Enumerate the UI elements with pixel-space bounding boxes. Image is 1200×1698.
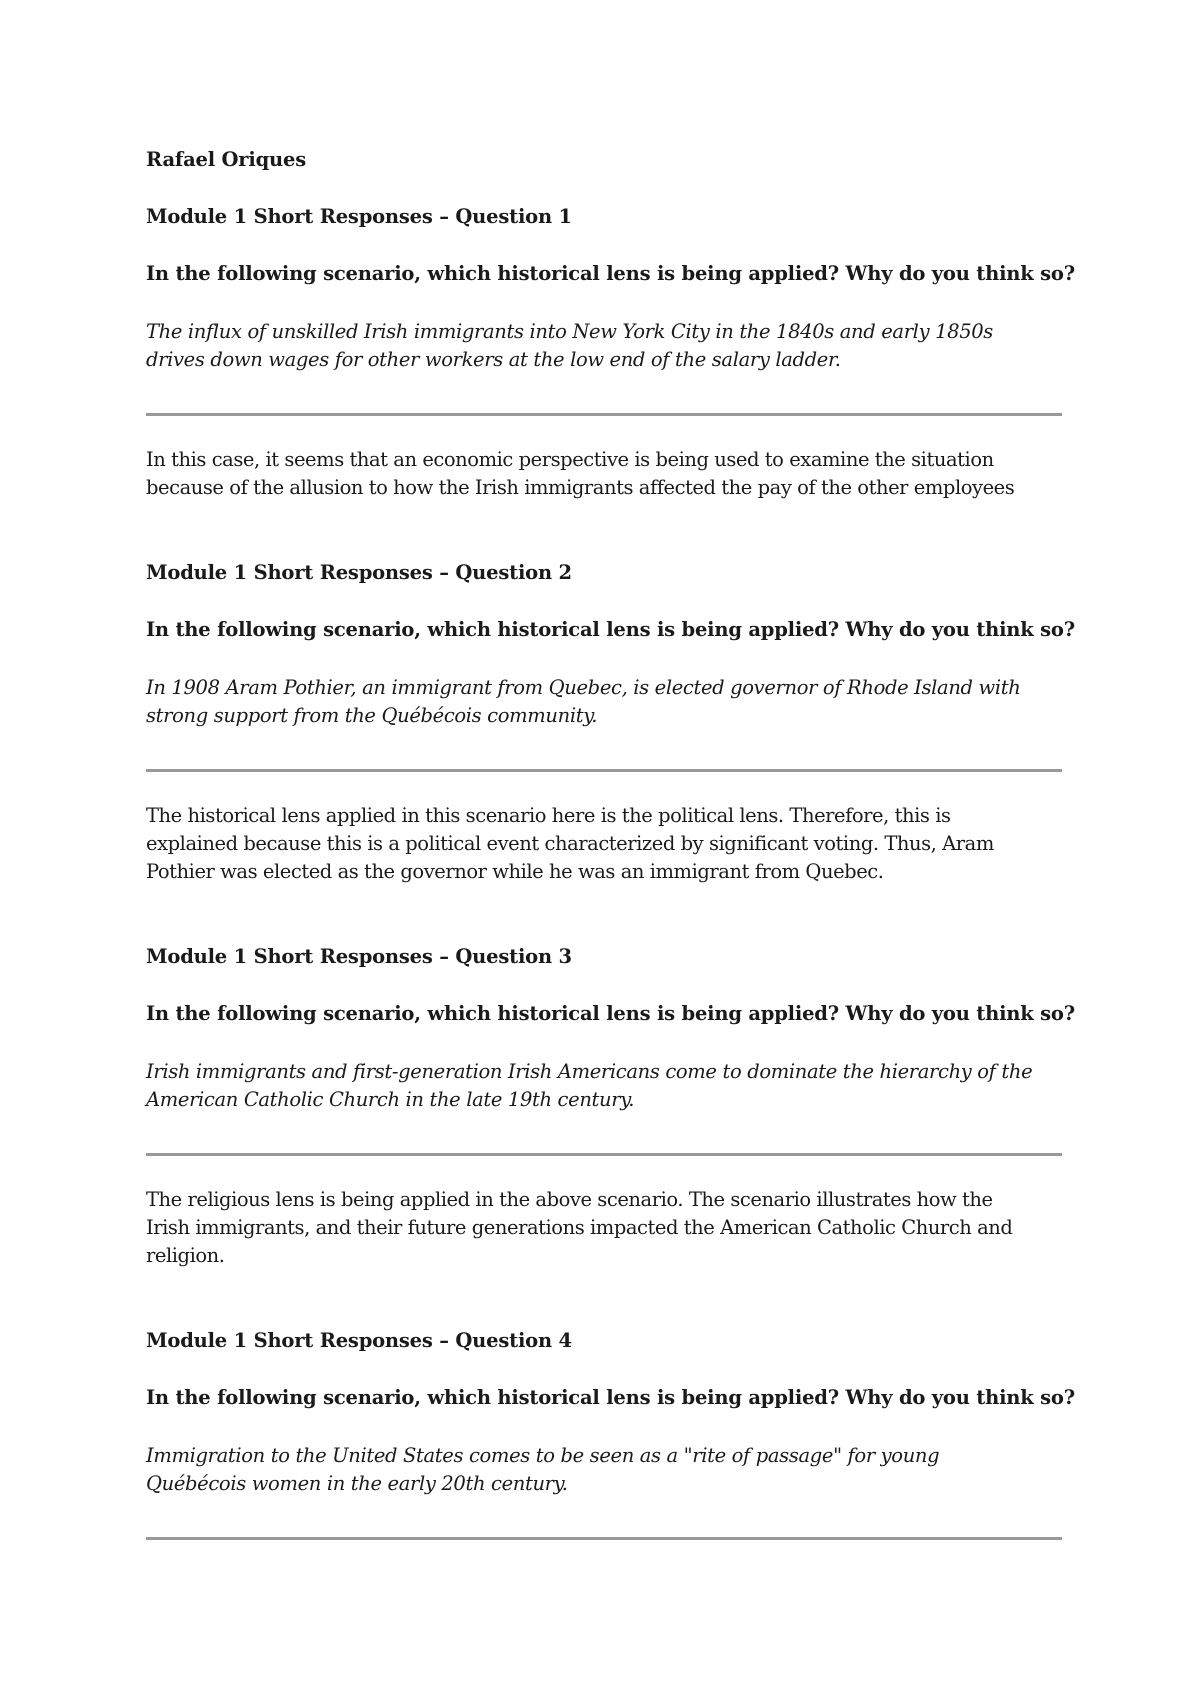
question-2-prompt: In the following scenario, which historical lens is being applied? Why do you think so? [146,618,1075,641]
question-3-heading: Module 1 Short Responses – Question 3 [146,945,572,968]
answer-line: because of the allusion to how the Irish immigrants affected the pay of the other employees [146,476,1015,499]
scenario-line: American Catholic Church in the late 19th century. [146,1088,635,1111]
scenario-line: The influx of unskilled Irish immigrants into New York City in the 1840s and early 1850s [146,320,993,343]
answer-line: The religious lens is being applied in the above scenario. The scenario illustrates how the [146,1188,993,1211]
answer-line: In this case, it seems that an economic perspective is being used to examine the situation [146,448,994,471]
question-3-answer [146,1186,1076,1270]
scenario-line: Irish immigrants and first-generation Irish Americans come to dominate the hierarchy of the [146,1060,1033,1083]
question-2-answer [146,802,1076,886]
question-3-scenario [146,1058,1076,1114]
answer-divider [146,1153,1062,1156]
question-1-prompt: In the following scenario, which historical lens is being applied? Why do you think so? [146,262,1075,285]
answer-line: Pothier was elected as the governor while he was an immigrant from Quebec. [146,860,884,883]
scenario-line: In 1908 Aram Pothier, an immigrant from Quebec, is elected governor of Rhode Island with [146,676,1021,699]
answer-line: explained because this is a political event characterized by significant voting. Thus, Aram [146,832,994,855]
answer-divider [146,413,1062,416]
question-1-scenario [146,318,1076,374]
question-1-answer [146,446,1076,502]
answer-divider [146,1537,1062,1540]
question-2-heading: Module 1 Short Responses – Question 2 [146,561,572,584]
author-name: Rafael Oriques [146,148,306,171]
scenario-line: strong support from the Québécois community. [146,704,598,727]
question-4-scenario [146,1442,1076,1498]
question-3-prompt: In the following scenario, which historical lens is being applied? Why do you think so? [146,1002,1075,1025]
question-4-prompt: In the following scenario, which historical lens is being applied? Why do you think so? [146,1386,1075,1409]
question-1-heading: Module 1 Short Responses – Question 1 [146,205,572,228]
scenario-line: Immigration to the United States comes to be seen as a "rite of passage" for young [146,1444,940,1467]
answer-line: religion. [146,1244,225,1267]
question-2-scenario [146,674,1076,730]
answer-line: The historical lens applied in this scenario here is the political lens. Therefore, this is [146,804,951,827]
scenario-line: drives down wages for other workers at the low end of the salary ladder. [146,348,841,371]
scenario-line: Québécois women in the early 20th century. [146,1472,568,1495]
answer-divider [146,769,1062,772]
question-4-heading: Module 1 Short Responses – Question 4 [146,1329,572,1352]
answer-line: Irish immigrants, and their future generations impacted the American Catholic Church and [146,1216,1013,1239]
